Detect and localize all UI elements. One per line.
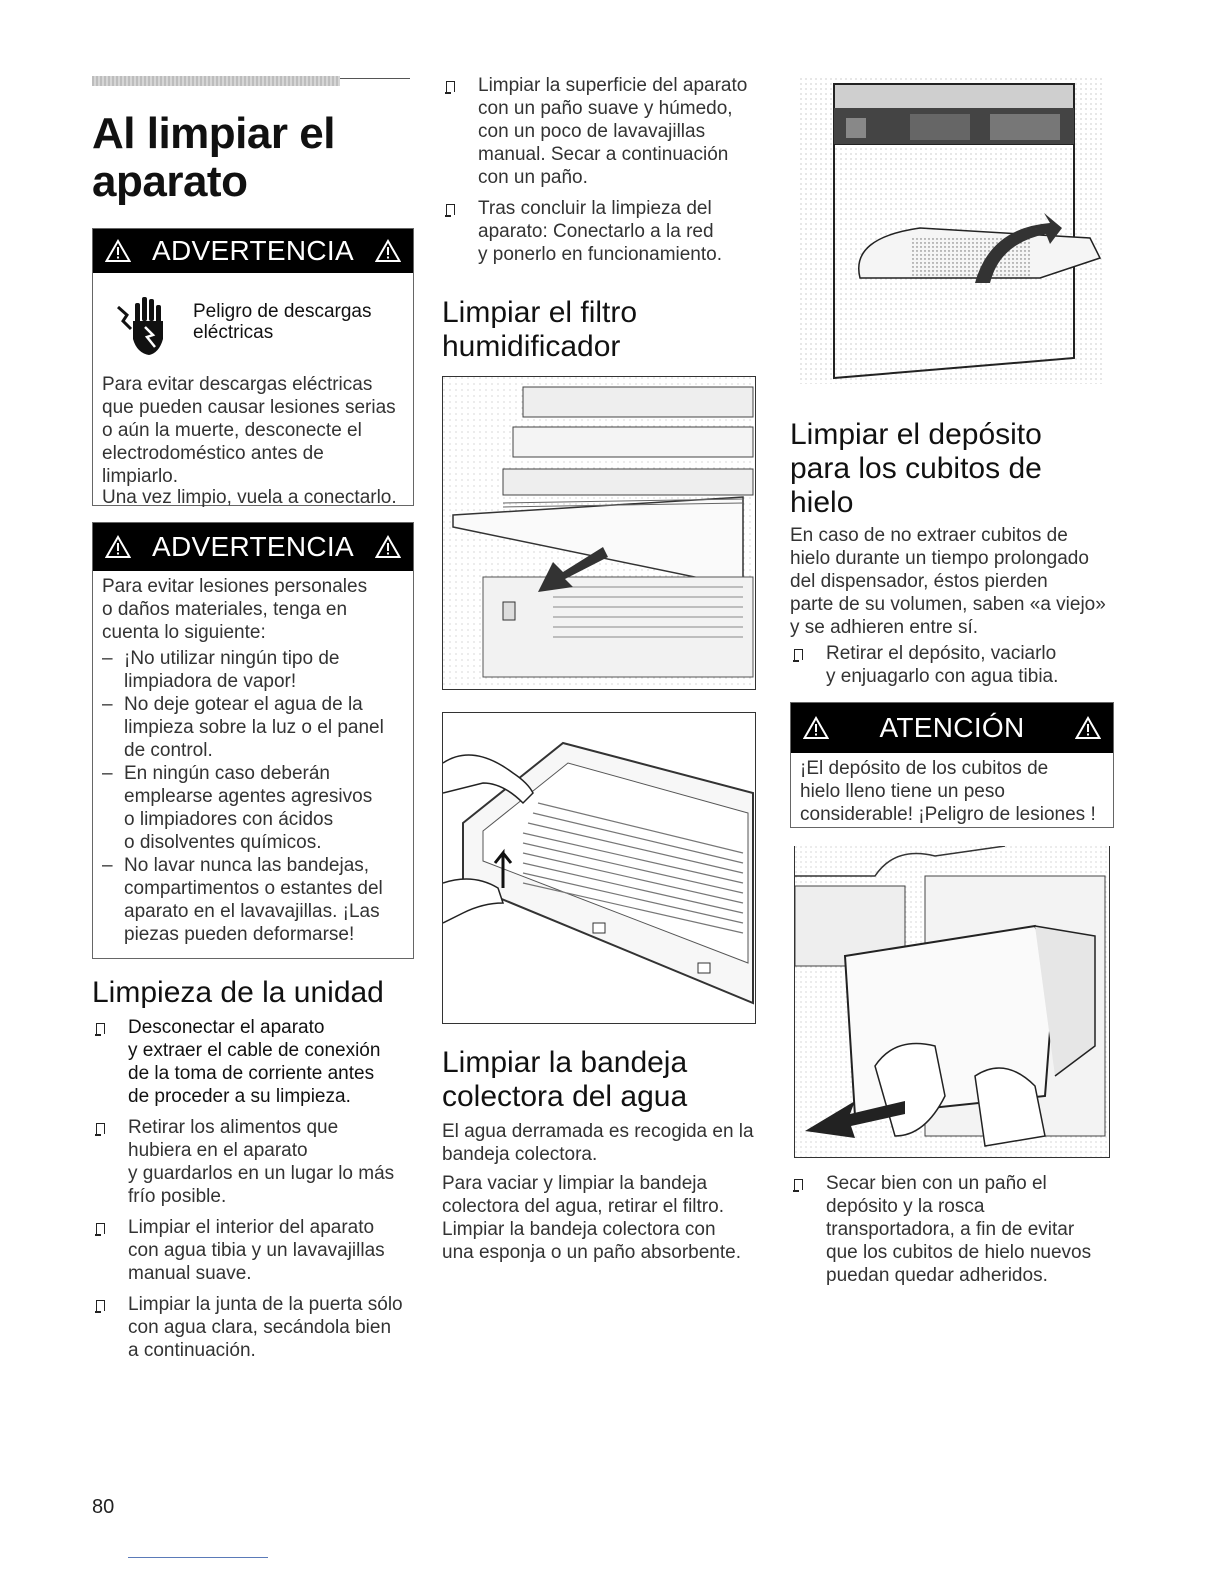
checkbox-bullet-icon	[96, 1300, 105, 1311]
list-item: Limpiar el interior del aparato con agua tibia y un lavavajillas manual suave.	[92, 1216, 422, 1285]
checkbox-bullet-icon	[96, 1223, 105, 1234]
section-heading-filter: Limpiar el filtro humidificador	[442, 296, 638, 363]
warning-label: ADVERTENCIA	[152, 235, 354, 266]
ice-bucket-illustration	[794, 846, 1110, 1158]
checkbox-bullet-icon	[446, 204, 455, 215]
attention-text: ¡El depósito de los cubitos de hielo lleno tiene un peso considerable! ¡Peligro de lesiones !	[800, 758, 1096, 825]
warning-box-cleaning	[92, 522, 414, 959]
warning-triangle-icon	[375, 239, 401, 263]
checkbox-bullet-icon	[794, 649, 803, 660]
list-item: Retirar el depósito, vaciarlo y enjuagarlo con agua tibia.	[790, 642, 1120, 688]
ice-door-illustration	[800, 78, 1102, 384]
list-item: Tras concluir la limpieza del aparato: Conectarlo a la red y ponerlo en funcionamiento.	[442, 197, 772, 266]
checkbox-bullet-icon	[96, 1123, 105, 1134]
filter-illustration	[442, 376, 756, 690]
warning-dash-list	[102, 647, 412, 946]
warning-triangle-icon	[803, 716, 829, 740]
list-item: Limpiar la junta de la puerta sólo con agua clara, secándola bien a continuación.	[92, 1293, 422, 1362]
tray-text: El agua derramada es recogida en la bandeja colectora. Para vaciar y limpiar la bandeja colectora del agua, retirar el filtro. Limpiar la bandeja colectora con una esponja o un paño absorbente.	[442, 1121, 754, 1263]
page-title: Al limpiar el aparato	[92, 109, 335, 206]
title-rule	[92, 76, 410, 86]
warning-text: Para evitar descargas eléctricas que pueden causar lesiones serias o aún la muerte, desconecte el electrodoméstico antes de limpiarlo. Una vez limpio, vuela a conectarlo.	[102, 374, 397, 508]
list-item: Retirar los alimentos que hubiera en el aparato y guardarlos en un lugar lo más frío posible.	[92, 1116, 422, 1208]
section-heading-unit: Limpieza de la unidad	[92, 976, 384, 1009]
page-number: 80	[92, 1496, 115, 1518]
ice-list	[790, 642, 1120, 696]
unit-cleaning-list	[92, 1016, 422, 1370]
warning-label: ADVERTENCIA	[152, 531, 354, 562]
warning-triangle-icon	[375, 535, 401, 559]
list-item: Secar bien con un paño el depósito y la rosca transportadora, a fin de evitar que los cubitos de hielo nuevos puedan quedar adheridos.	[790, 1172, 1120, 1287]
section-heading-ice: Limpiar el depósito para los cubitos de hielo	[790, 418, 1042, 519]
drying-list	[790, 1172, 1120, 1295]
attention-header	[791, 703, 1113, 753]
list-item: – No lavar nunca las bandejas, compartimentos o estantes del aparato en el lavavajillas. ¡Las piezas pueden deformarse!	[102, 855, 383, 945]
drip-tray-illustration	[442, 712, 756, 1024]
warning-triangle-icon	[105, 239, 131, 263]
checkbox-bullet-icon	[96, 1023, 105, 1034]
list-item: – No deje gotear el agua de la limpieza sobre la luz o el panel de control.	[102, 694, 384, 761]
section-heading-tray: Limpiar la bandeja colectora del agua	[442, 1046, 688, 1113]
list-item: Desconectar el aparato y extraer el cable de conexión de la toma de corriente antes de proceder a su limpieza.	[92, 1016, 422, 1108]
hazard-title: Peligro de descargas eléctricas	[193, 301, 372, 343]
attention-box	[790, 702, 1114, 828]
electric-shock-hand-icon	[115, 293, 171, 359]
footer-rule	[128, 1557, 268, 1558]
checkbox-bullet-icon	[794, 1179, 803, 1190]
warning-header	[93, 523, 413, 571]
list-item: – ¡No utilizar ningún tipo de limpiadora de vapor!	[102, 648, 340, 692]
warning-triangle-icon	[105, 535, 131, 559]
warning-triangle-icon	[1075, 716, 1101, 740]
list-item: – En ningún caso deberán emplearse agentes agresivos o limpiadores con ácidos o disolventes químicos.	[102, 763, 373, 853]
attention-label: ATENCIÓN	[879, 712, 1025, 743]
warning-intro: Para evitar lesiones personales o daños materiales, tenga en cuenta lo siguiente:	[102, 576, 368, 643]
ice-text: En caso de no extraer cubitos de hielo durante un tiempo prolongado del dispensador, éstos pierden parte de su volumen, saben «a viejo» y se adhieren entre sí.	[790, 525, 1106, 638]
warning-header	[93, 229, 413, 273]
surface-cleaning-list	[442, 74, 772, 274]
warning-box-electric	[92, 228, 414, 506]
list-item: Limpiar la superficie del aparato con un paño suave y húmedo, con un poco de lavavajillas manual. Secar a continuación con un paño.	[442, 74, 772, 189]
checkbox-bullet-icon	[446, 81, 455, 92]
